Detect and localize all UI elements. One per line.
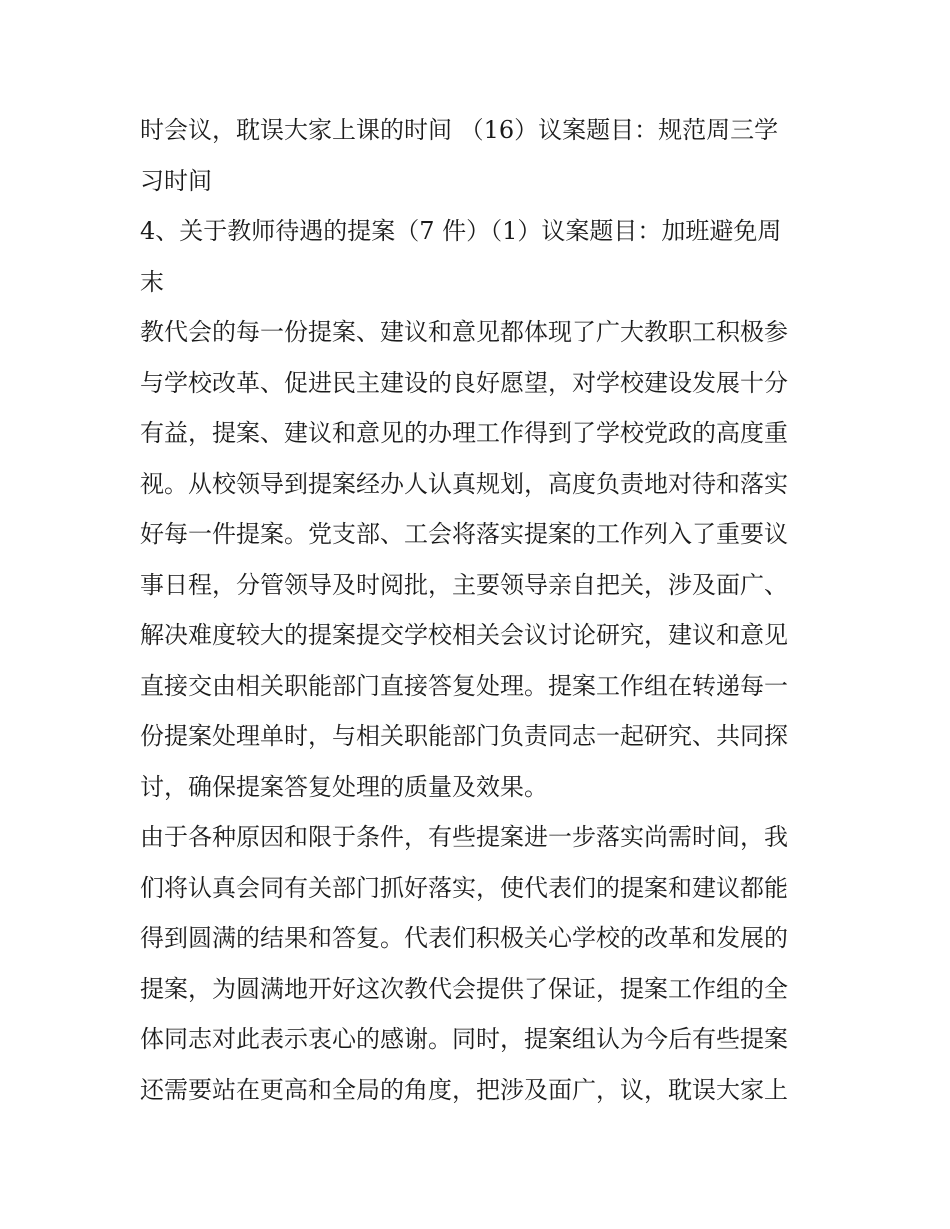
text-line: 末	[140, 267, 164, 296]
text-line: 习时间	[140, 166, 212, 195]
text-line: 有益，提案、建议和意见的办理工作得到了学校党政的高度重	[140, 419, 788, 447]
text-line: 教代会的每一份提案、建议和意见都体现了广大教职工积极参	[140, 318, 788, 346]
text-line: 时会议，耽误大家上课的时间 （16）议案题目：规范周三学	[140, 116, 779, 144]
text-line: 好每一件提案。党支部、工会将落实提案的工作列入了重要议	[140, 520, 788, 548]
text-line: 们将认真会同有关部门抓好落实，使代表们的提案和建议都能	[140, 873, 788, 902]
text-line: 由于各种原因和限于条件，有些提案进一步落实尚需时间，我	[140, 823, 788, 851]
text-line: 解决难度较大的提案提交学校相关会议讨论研究，建议和意见	[140, 621, 788, 649]
text-line: 视。从校领导到提案经办人认真规划，高度负责地对待和落实	[140, 469, 788, 498]
text-line: 提案，为圆满地开好这次教代会提供了保证，提案工作组的全	[140, 974, 788, 1003]
text-line: 与学校改革、促进民主建设的良好愿望，对学校建设发展十分	[140, 368, 788, 397]
text-line: 直接交由相关职能部门直接答复处理。提案工作组在转递每一	[140, 671, 788, 700]
document-page	[140, 105, 820, 1115]
section-heading: 4、关于教师待遇的提案（7 件）（1）议案题目：加班避免周	[140, 217, 782, 245]
text-line: 事日程，分管领导及时阅批，主要领导亲自把关，涉及面广、	[140, 570, 788, 599]
text-line: 还需要站在更高和全局的角度，把涉及面广，议，耽误大家上	[140, 1075, 788, 1104]
text-line: 份提案处理单时，与相关职能部门负责同志一起研究、共同探	[140, 722, 788, 750]
text-line: 体同志对此表示衷心的感谢。同时，提案组认为今后有些提案	[140, 1025, 788, 1053]
text-line: 讨，确保提案答复处理的质量及效果。	[140, 772, 548, 801]
text-line: 得到圆满的结果和答复。代表们积极关心学校的改革和发展的	[140, 924, 788, 952]
